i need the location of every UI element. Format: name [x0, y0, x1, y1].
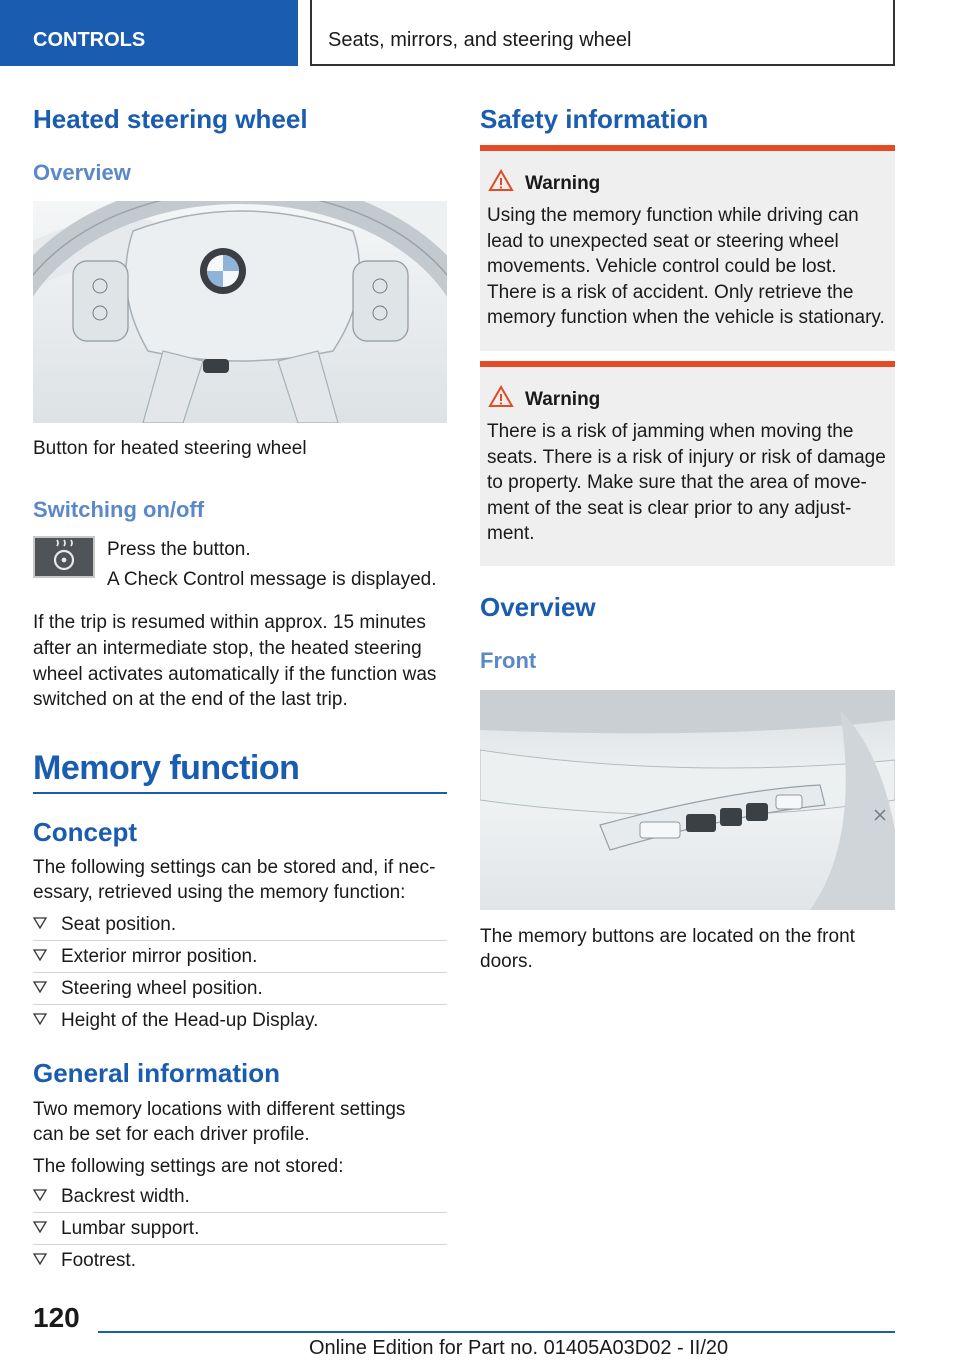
trip-text-3: wheel activates automatically if the function was — [33, 664, 437, 685]
divider — [33, 1212, 447, 1213]
warning-label: Warning — [525, 173, 601, 194]
concept-title: Concept — [33, 817, 137, 847]
memory-title-rule — [33, 792, 447, 794]
not-stored-item: Lumbar support. — [61, 1218, 200, 1239]
stored-item: Height of the Head-up Display. — [61, 1010, 319, 1031]
warning-line: ment. — [487, 523, 535, 544]
door-caption-2: doors. — [480, 951, 533, 972]
warning-triangle-icon — [488, 169, 514, 193]
divider — [33, 940, 447, 941]
steering-wheel-photo — [33, 201, 447, 423]
warning-label: Warning — [525, 389, 601, 410]
not-stored-item: Footrest. — [61, 1250, 136, 1271]
footer-rule — [98, 1331, 895, 1333]
concept-text-1: The following settings can be stored and, if nec- — [33, 857, 436, 878]
check-control-note: A Check Control message is displayed. — [107, 569, 437, 590]
heated-steering-button-icon — [33, 536, 95, 578]
door-caption-1: The memory buttons are located on the front — [480, 926, 855, 947]
trip-text-2: after an intermediate stop, the heated steering — [33, 638, 422, 659]
section-title: Seats, mirrors, and steering wheel — [328, 29, 632, 51]
triangle-bullet-icon — [33, 916, 47, 930]
heated-steering-title: Heated steering wheel — [33, 104, 308, 134]
page-number: 120 — [33, 1302, 80, 1333]
header-divider — [310, 0, 312, 66]
warning-triangle-icon — [488, 385, 514, 409]
warning-line: seats. There is a risk of injury or risk of damage — [487, 446, 886, 468]
warning-line: memory function when the vehicle is stationary. — [487, 307, 885, 328]
door-memory-buttons-photo — [480, 690, 895, 910]
warning-line: There is a risk of jamming when moving the — [487, 421, 854, 442]
divider — [33, 972, 447, 973]
chapter-tab — [0, 0, 298, 66]
warning-line: Using the memory function while driving can — [487, 205, 859, 226]
warning-line: There is a risk of accident. Only retrieve the — [487, 281, 854, 303]
warning-text — [487, 419, 887, 547]
triangle-bullet-icon — [33, 1188, 47, 1202]
front-subtitle: Front — [480, 648, 537, 673]
safety-information-title: Safety information — [480, 104, 709, 134]
divider — [33, 1244, 447, 1245]
warning-line: lead to unexpected seat or steering wheel — [487, 230, 839, 252]
memory-function-title: Memory function — [33, 749, 300, 787]
triangle-bullet-icon — [33, 948, 47, 962]
header-divider-right — [893, 0, 895, 66]
warning-box — [480, 361, 895, 566]
divider — [33, 1004, 447, 1005]
overview-title: Overview — [480, 592, 596, 622]
stored-item: Steering wheel position. — [61, 978, 263, 999]
chapter-label: CONTROLS — [33, 29, 146, 51]
warning-line: to property. Make sure that the area of move- — [487, 472, 867, 493]
footer-edition: Online Edition for Part no. 01405A03D02 - II/20 — [309, 1337, 729, 1359]
warning-line: ment of the seat is clear prior to any adjust- — [487, 497, 852, 519]
trip-text-4: switched on at the end of the last trip. — [33, 689, 348, 710]
stored-item: Seat position. — [61, 914, 177, 935]
general-text-1: Two memory locations with different settings — [33, 1099, 406, 1120]
warning-box — [480, 145, 895, 351]
overview-subtitle: Overview — [33, 160, 131, 185]
stored-item: Exterior mirror position. — [61, 946, 258, 967]
general-text-2: can be set for each driver profile. — [33, 1124, 310, 1145]
triangle-bullet-icon — [33, 980, 47, 994]
warning-text — [487, 203, 887, 331]
not-stored-item: Backrest width. — [61, 1186, 190, 1207]
concept-text-2: essary, retrieved using the memory function: — [33, 882, 406, 903]
triangle-bullet-icon — [33, 1220, 47, 1234]
triangle-bullet-icon — [33, 1252, 47, 1266]
general-information-title: General information — [33, 1058, 281, 1088]
press-instruction: Press the button. — [107, 539, 251, 560]
triangle-bullet-icon — [33, 1012, 47, 1026]
photo-caption: Button for heated steering wheel — [33, 438, 307, 459]
switching-subtitle: Switching on/off — [33, 497, 205, 522]
warning-line: movements. Vehicle control could be lost. — [487, 256, 837, 277]
trip-text-1: If the trip is resumed within approx. 15 minutes — [33, 612, 426, 633]
header-underline — [310, 64, 895, 66]
not-stored-intro: The following settings are not stored: — [33, 1156, 344, 1177]
